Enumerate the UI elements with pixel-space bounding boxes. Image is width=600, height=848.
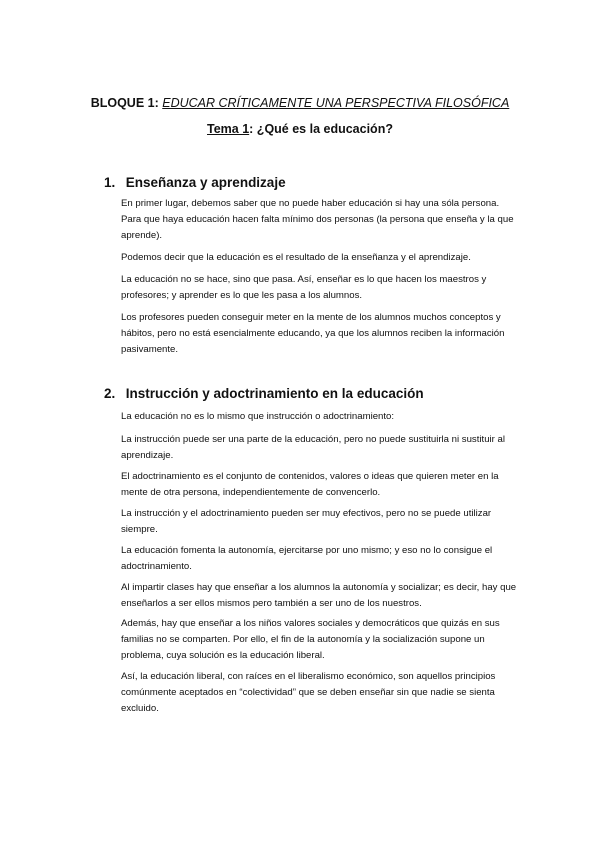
topic-question: : ¿Qué es la educación?	[249, 122, 393, 136]
paragraph: El adoctrinamiento es el conjunto de contenidos, valores o ideas que quieren meter en la mente de otra persona, independientemente de convencerlo.	[121, 471, 499, 498]
paragraph: La instrucción puede ser una parte de la educación, pero no puede sustituirla ni sustituir al aprendizaje.	[121, 434, 505, 461]
section-number: 2.	[104, 386, 116, 401]
block-subtitle: EDUCAR CRÍTICAMENTE UNA PERSPECTIVA FILOSÓFICA	[162, 96, 510, 110]
paragraph: Los profesores pueden conseguir meter en la mente de los alumnos muchos conceptos y hábitos, pero no está esencialmente educando, ya que los alumnos reciben la información pasivamente.	[121, 312, 505, 355]
section-heading	[104, 175, 286, 190]
paragraph: Así, la educación liberal, con raíces en el liberalismo económico, son aquellos principios comúnmente aceptados en “colectividad” que se deben enseñar sin que nadie se sienta excluido.	[121, 671, 496, 714]
paragraph: La educación fomenta la autonomía, ejercitarse por uno mismo; y eso no lo consigue el adoctrinamiento.	[121, 545, 493, 572]
section-title: Instrucción y adoctrinamiento en la educación	[125, 386, 424, 401]
paragraph: La educación no se hace, sino que pasa. Así, enseñar es lo que hacen los maestros y profesores; y aprender es lo que les pasa a los alumnos.	[121, 274, 487, 301]
paragraph: Al impartir clases hay que enseñar a los alumnos la autonomía y socializar; es decir, hay que enseñarlos a ser ellos mismos pero también a ser uno de los nuestros.	[121, 582, 517, 609]
section-title: Enseñanza y aprendizaje	[125, 175, 286, 190]
block-label: BLOQUE 1:	[90, 96, 159, 110]
section-heading	[104, 386, 424, 401]
paragraph: Podemos decir que la educación es el resultado de la enseñanza y el aprendizaje.	[121, 252, 471, 263]
topic-label: Tema 1	[207, 122, 250, 136]
topic-title	[0, 122, 600, 136]
paragraph: La instrucción y el adoctrinamiento pueden ser muy efectivos, pero no se puede utilizar siempre.	[121, 508, 492, 535]
block-title	[0, 96, 600, 110]
paragraph: En primer lugar, debemos saber que no puede haber educación si hay una sóla persona. Para que haya educación hacen falta mínimo dos personas (la persona que enseña y la que aprende).	[121, 198, 514, 241]
section-number: 1.	[104, 175, 116, 190]
paragraph: La educación no es lo mismo que instrucción o adoctrinamiento:	[121, 411, 395, 422]
paragraph: Además, hay que enseñar a los niños valores sociales y democráticos que quizás en sus familias no se comparten. Por ello, el fin de la autonomía y la socialización supone un problema, cuya solución es la educación liberal.	[121, 618, 500, 661]
